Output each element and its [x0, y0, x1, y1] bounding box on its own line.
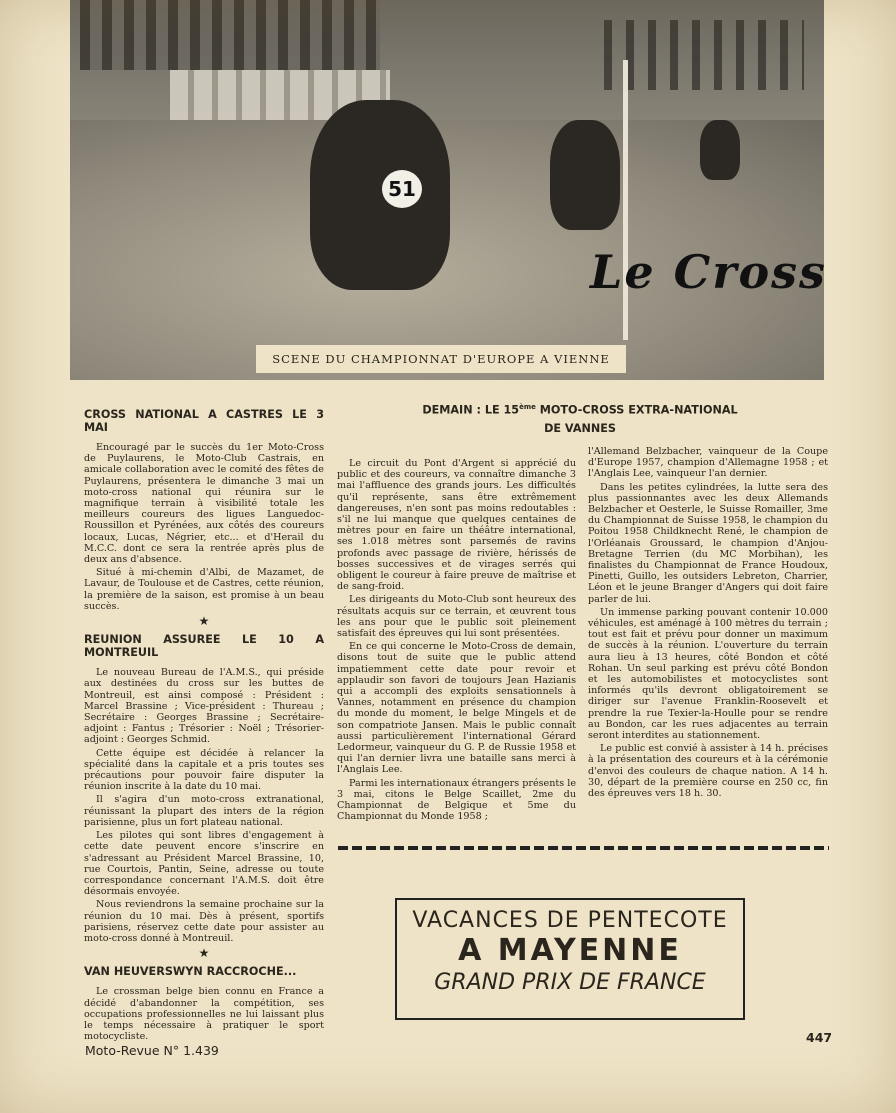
- paragraph: Parmi les internationaux étrangers présents le 3 mai, citons le Belge Scaillet, 2me du Championnat de Belgique et 5me du Championnat du Monde 1958 ;: [337, 777, 576, 823]
- heading-vannes-line2: DE VANNES: [544, 421, 616, 435]
- heading-vannes-line1: [360, 398, 800, 420]
- paragraph: Les dirigeants du Moto-Club sont heureux des résultats acquis sur ce terrain, et œuvrent tous les ans pour que le public soit pleinement satisfait des épreuves qui lui sont présentées.: [337, 594, 576, 640]
- paragraph: Le crossman belge bien connu en France a décidé d'abandonner la compétition, ses occupations professionnelles ne lui laissant plus le temps nécessaire à pratiquer le sport motocycliste.: [84, 986, 324, 1043]
- star-separator: ★: [198, 946, 210, 961]
- star-separator: ★: [198, 614, 210, 629]
- heading-sup: ème: [519, 403, 536, 411]
- paragraph: Situé à mi-chemin d'Albi, de Mazamet, de Lavaur, de Toulouse et de Castres, cette réunion, la première de la saison, est promise à un beau succès.: [84, 567, 324, 612]
- paragraph: Nous reviendrons la semaine prochaine sur la réunion du 10 mai. Dès à présent, sportifs parisiens, réservez cette date pour assister au moto-cross donné à Montreuil.: [84, 899, 324, 944]
- page-number: 447: [806, 1030, 833, 1045]
- paragraph: Un immense parking pouvant contenir 10.000 véhicules, est aménagé à 100 mètres du terrain ; tout est fait et prévu pour donner un maximum de succès à la réunion. L'ouverture du terrain aura lieu à 13 heures, côté Bondon et côté Rohan. Un seul parking est prévu côté Bondon et les automobilistes et motocyclistes sont informés qu'ils devront obligatoirement se diriger sur l'avenue Franklin-Roosevelt et prendre la rue Texier-la-Houlle pour se rendre au Bondon, car les rues adjacentes au terrain seront interdites au stationnement.: [588, 606, 828, 742]
- heading-van-heuverswyn: VAN HEUVERSWYN RACCROCHE...: [84, 965, 297, 979]
- ad-line-2: A MAYENNE: [458, 933, 682, 968]
- advertisement-box: [395, 898, 745, 1020]
- ad-line-3: GRAND PRIX DE FRANCE: [434, 970, 706, 995]
- article-title: Le Cross: [590, 245, 827, 299]
- paragraph: l'Allemand Belzbacher, vainqueur de la Coupe d'Europe 1957, champion d'Allemagne 1958 ; et l'Anglais Lee, vainqueur l'an dernier.: [588, 446, 828, 480]
- paragraph: Encouragé par le succès du 1er Moto-Cross de Puylaurens, le Moto-Club Castrais, en amicale collaboration avec le comité des fêtes de Puylaurens, présentera le dimanche 3 mai un moto-cross national qui réunira sur le magnifique terrain à visibilité totale les meilleurs coureurs des ligues Languedoc-Roussillon et Pyrénées, aux côtés des coureurs locaux, Lucas, Négrier, etc... et d'Herail du M.C.C. dont ce sera la rentrée après plus de deux ans d'absence.: [84, 442, 324, 566]
- rider-number-plate: 51: [382, 170, 422, 208]
- column-right: [588, 446, 828, 801]
- heading-castres: CROSS NATIONAL A CASTRES LE 3 MAI: [84, 408, 324, 434]
- photo-crowd-right: [604, 20, 804, 90]
- heading-part: MOTO-CROSS EXTRA-NATIONAL: [535, 403, 738, 417]
- paragraph: Le public est convié à assister à 14 h. précises à la présentation des coureurs et à la cérémonie d'envoi des couleurs de chaque nation. A 14 h. 30, départ de la première course en 250 cc, fin des épreuves vers 18 h. 30.: [588, 743, 828, 800]
- photo-rider-main: [310, 100, 450, 290]
- paragraph: Il s'agira d'un moto-cross extranational, réunissant la plupart des inters de la région parisienne, plus un fort plateau national.: [84, 794, 324, 828]
- heading-vannes: [360, 398, 800, 438]
- dashed-divider: [338, 846, 829, 850]
- photo-rider-second: [550, 120, 620, 230]
- photo-crowd-left: [80, 0, 380, 70]
- race-photo: [70, 0, 824, 380]
- magazine-issue: Moto-Revue N° 1.439: [85, 1043, 219, 1058]
- paragraph: Dans les petites cylindrées, la lutte sera des plus passionnantes avec les deux Allemands Belzbacher et Oesterle, le Suisse Romailler, 3me du Championnat de Suisse 1958, le champion du Poitou 1958 Childknecht René, le champion de l'Orléanais Groussard, le champion d'Anjou-Bretagne Terrien (du MC Morbihan), les finalistes du Championnat de France Houdoux, Pinetti, Guillo, les outsiders Lebreton, Charrier, Léon et le jeune Branger d'Angers qui doit faire parler de lui.: [588, 481, 828, 605]
- heading-montreuil: REUNION ASSUREE LE 10 A MONTREUIL: [84, 633, 324, 660]
- ad-line-1: VACANCES DE PENTECOTE: [412, 908, 728, 933]
- photo-rider-third: [700, 120, 740, 180]
- heading-part: DEMAIN : LE 15: [422, 403, 520, 417]
- photo-caption: SCENE DU CHAMPIONNAT D'EUROPE A VIENNE: [256, 345, 626, 373]
- column-left: [84, 408, 324, 1044]
- paragraph: En ce qui concerne le Moto-Cross de demain, disons tout de suite que le public attend impatiemment cette date pour revoir et applaudir son favori de toujours Jean Hazianis qui a accompli des exploits sensationnels à Vannes, notamment en présence du champion du monde du moment, le belge Mingels et de son compatriote Jansen. Mais le public connaît aussi particulièrement l'international Gérard Ledormeur, vainqueur du G. P. de Russie 1958 et qui l'an dernier livra une bataille sans merci à l'Anglais Lee.: [337, 641, 576, 776]
- paragraph: Le nouveau Bureau de l'A.M.S., qui préside aux destinées du cross sur les buttes de Montreuil, est ainsi composé : Président : Marcel Brassine ; Vice-président : Thureau ; Secrétaire : Georges Brassine ; Secrétaire-adjoint : Fantus ; Trésorier : Noël ; Trésorier-adjoint : Georges Schmid.: [84, 667, 324, 746]
- paragraph: Le circuit du Pont d'Argent si apprécié du public et des coureurs, va connaître dimanche 3 mai l'affluence des grands jours. Les difficultés qu'il représente, sans être extrêmement dangereuses, n'en sont pas moins redoutables : s'il ne lui manque que quelques centaines de mètres pour en faire un théâtre international, ses 1.018 mètres sont parsemés de ravins profonds avec passage de rivière, hérissés de bosses successives et de virages serrés qui obligent le coureur à faire preuve de maîtrise et de sang-froid.: [337, 458, 576, 593]
- paragraph: Les pilotes qui sont libres d'engagement à cette date peuvent encore s'inscrire en s'adressant au Président Marcel Brassine, 10, rue Courtois, Pantin, Seine, adresse ou toute correspondance concernant l'A.M.S. doit être désormais envoyée.: [84, 830, 324, 898]
- column-middle: [337, 458, 576, 825]
- paragraph: Cette équipe est décidée à relancer la spécialité dans la capitale et a pris toutes ses précautions pour pouvoir faire disputer la réunion inscrite à la date du 10 mai.: [84, 747, 324, 793]
